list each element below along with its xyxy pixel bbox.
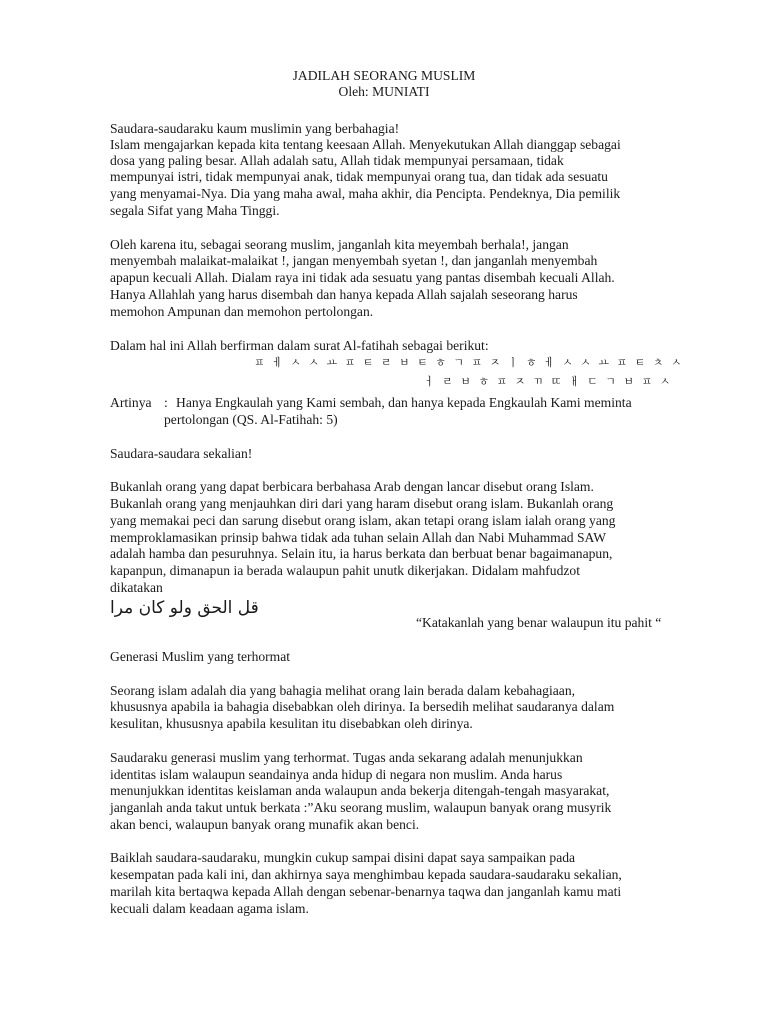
paragraph-line: memproklamasikan prinsip bahwa tidak ada tuhan selain Allah dan Nabi Muhammad SAW (110, 530, 607, 545)
paragraph-line: segala Sifat yang Maha Tinggi. (110, 203, 280, 218)
paragraph-line: Islam mengajarkan kepada kita tentang keesaan Allah. Menyekutukan Allah dianggap sebagai (110, 137, 621, 152)
artinya-colon: : (164, 395, 168, 410)
paragraph-line: kapanpun, dimanapun ia berada walaupun pahit unutk dikerjakan. Didalam mahfudzot (110, 563, 580, 578)
artinya-label: Artinya (110, 395, 152, 410)
paragraph-line: identitas islam walaupun seandainya anda hidup di negara non muslim. Anda harus (110, 767, 563, 782)
paragraph-line: Bukanlah orang yang menjauhkan diri dari yang haram disebut orang islam. Bukanlah orang (110, 496, 614, 511)
paragraph-line: Saudara-saudaraku kaum muslimin yang berbahagia! (110, 121, 400, 136)
garbled-arabic-verse-line: ㅍ ㅔ ㅅ ㅅ ㅛ ㅍ ㅌ ㄹ ㅂ ㅌ ㅎ ㄱ ㅍ ㅈ ㅣ ㅎ ㅔ ㅅ ㅅ ㅛ ㅍ ㅌ ㅊ ㅅ (254, 356, 684, 369)
paragraph-line: Hanya Allahlah yang harus disembah dan hanya kepada Allah sajalah seseorang harus (110, 287, 578, 302)
paragraph-line: kesulitan, khususnya apabila kesulitan itu disebabkan oleh dirinya. (110, 716, 473, 731)
paragraph-line: Oleh karena itu, sebagai seorang muslim, janganlah kita meyembah berhala!, jangan (110, 237, 569, 252)
document-title: JADILAH SEORANG MUSLIM (292, 68, 476, 83)
paragraph-line: apapun kecuali Allah. Dialam raya ini tidak ada sesuatu yang pantas disembah kecuali Allah. (110, 270, 615, 285)
paragraph-line: memohon Ampunan dan memohon pertolongan. (110, 304, 374, 319)
garbled-arabic-verse-line: ㅓ ㄹ ㅂ ㅎ ㅍ ㅈ ㄲ ㄸ ㅐ ㄷ ㄱ ㅂ ㅍ ㅅ (424, 375, 673, 388)
proverb-translation: “Katakanlah yang benar walaupun itu pahit “ (416, 615, 662, 630)
paragraph-line: kesempatan pada kali ini, dan akhirnya saya menghimbau kepada saudara-saudaraku sekalian, (110, 867, 622, 882)
paragraph-line: Seorang islam adalah dia yang bahagia melihat orang lain berada dalam kebahagiaan, (110, 683, 576, 698)
paragraph-line: mempunyai istri, tidak mempunyai anak, tidak mempunyai orang tua, dan tidak ada sesuatu (110, 169, 608, 184)
paragraph-line: kecuali dalam keadaan agama islam. (110, 901, 309, 916)
translation-line: pertolongan (QS. Al-Fatihah: 5) (164, 412, 338, 427)
paragraph-line: yang memakai peci dan sarung disebut orang islam, akan tetapi orang islam ialah orang yang (110, 513, 616, 528)
document-author: Oleh: MUNIATI (338, 84, 430, 99)
paragraph-line: akan benci, walaupun banyak orang munafik akan benci. (110, 817, 420, 832)
arabic-proverb: قل الحق ولو كان مرا (110, 598, 259, 618)
paragraph-line: yang menyamai-Nya. Dia yang maha awal, maha akhir, dia Pencipta. Pendeknya, Dia pemilik (110, 186, 621, 201)
paragraph-line: Dalam hal ini Allah berfirman dalam surat Al-fatihah sebagai berikut: (110, 338, 489, 353)
paragraph-line: Baiklah saudara-saudaraku, mungkin cukup sampai disini dapat saya sampaikan pada (110, 850, 576, 865)
paragraph-line: menunjukkan identitas keislaman anda walaupun anda bekerja ditengah-tengah masyarakat, (110, 783, 610, 798)
paragraph-line: khususnya apabila ia bahagia disebabkan oleh dirinya. Ia bersedih melihat saudaranya dalam (110, 699, 615, 714)
paragraph-line: dikatakan (110, 580, 163, 595)
paragraph-line: menyembah malaikat-malaikat !, jangan menyembah syetan !, dan janganlah menyembah (110, 253, 598, 268)
paragraph-line: adalah hamba dan pesuruhnya. Selain itu, ia harus berkata dan berbuat benar bagaimanapun, (110, 546, 613, 561)
section-heading: Generasi Muslim yang terhormat (110, 649, 291, 664)
paragraph-line: Bukanlah orang yang dapat berbicara berbahasa Arab dengan lancar disebut orang Islam. (110, 479, 594, 494)
translation-line: Hanya Engkaulah yang Kami sembah, dan hanya kepada Engkaulah Kami meminta (176, 395, 632, 410)
paragraph-line: janganlah anda takut untuk berkata :”Aku seorang muslim, walaupun banyak orang musyrik (110, 800, 612, 815)
paragraph-line: Saudara-saudara sekalian! (110, 446, 253, 461)
paragraph-line: Saudaraku generasi muslim yang terhormat. Tugas anda sekarang adalah menunjukkan (110, 750, 583, 765)
paragraph-line: marilah kita bertaqwa kepada Allah dengan sebenar-benarnya taqwa dan janganlah kamu mati (110, 884, 622, 899)
paragraph-line: dosa yang paling besar. Allah adalah satu, Allah tidak mempunyai persamaan, tidak (110, 153, 564, 168)
